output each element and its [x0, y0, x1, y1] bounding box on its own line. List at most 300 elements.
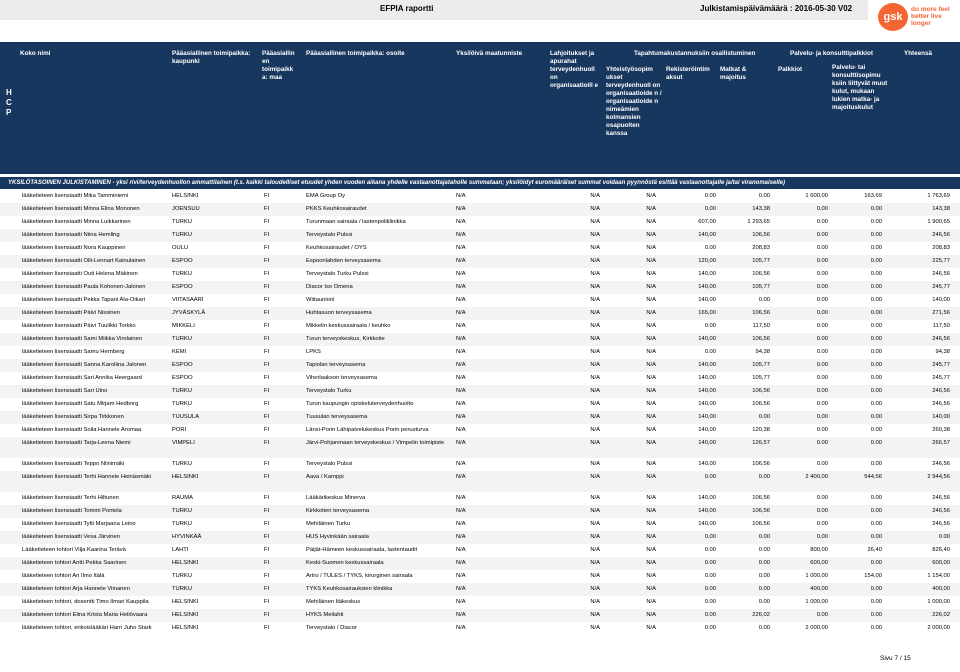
cell-yhteensa: 2 000,00 [927, 625, 950, 631]
header-maa: Pääasiallin en toimipaikk a: maa [262, 50, 295, 81]
cell-nimi: lääketieteen lisensiaatti Paula Kohonen-Jalonen [22, 284, 146, 290]
cell-kons: 0.00 [870, 440, 882, 446]
cell-lahj: N/A [590, 547, 600, 553]
cell-kaupunki: VIMPELI [172, 440, 195, 446]
cell-maa: FI [264, 206, 270, 212]
cell-osoite: Järvi-Pohjanmaan terveyskeskus / Vimpelin toimipiste [306, 440, 445, 446]
cell-nimi: lääketieteen lisensiaatti Satu Mirjam Hedborg [22, 401, 139, 407]
cell-nimi: lääketieteen lisensiaatti Sari Annika Heergaard [22, 375, 142, 381]
cell-nimi: lääketieteen lisensiaatti Tarja-Leena Niemi [22, 440, 131, 446]
table-row [0, 492, 960, 505]
date-band [0, 20, 868, 40]
table-row [0, 583, 960, 596]
header-matkat: Matkat & majoitus [720, 66, 747, 81]
cell-kaupunki: ESPOO [172, 284, 193, 290]
cell-yhteensa: 246,56 [932, 495, 950, 501]
cell-matk: 208,83 [752, 245, 770, 251]
cell-maa: FI [264, 284, 270, 290]
cell-maa: FI [264, 521, 270, 527]
cell-maa: FI [264, 388, 270, 394]
cell-lahj: N/A [590, 474, 600, 480]
cell-kons: 26,40 [867, 547, 882, 553]
cell-maa: FI [264, 271, 270, 277]
cell-palk: 0.00 [816, 375, 828, 381]
cell-kons: 0.00 [870, 271, 882, 277]
cell-rek: 0.00 [704, 323, 716, 329]
header-konsult: Palvelu- tai konsulttisopimu ksiin liittyvät muut kulut, mukaan lukien matka- ja majoituskulut [832, 64, 888, 111]
table-row [0, 622, 960, 643]
header-nimi: Koko nimi [20, 50, 51, 57]
cell-tunniste: N/A [456, 245, 466, 251]
cell-maa: FI [264, 508, 270, 514]
cell-lahj: N/A [590, 625, 600, 631]
cell-nimi: lääketieteen tohtori Elina Krista Maria Heliövaara [22, 612, 148, 618]
cell-palk: 0.00 [816, 401, 828, 407]
cell-kaupunki: TURKU [172, 508, 192, 514]
cell-osoite: Lääkärikeskus Minerva [306, 495, 366, 501]
cell-yht: N/A [646, 349, 656, 355]
table-row [0, 518, 960, 531]
cell-yhteensa: 245,77 [932, 362, 950, 368]
cell-palk: 0.00 [816, 388, 828, 394]
cell-tunniste: N/A [456, 401, 466, 407]
table-row [0, 544, 960, 557]
cell-kaupunki: HELSINKI [172, 625, 199, 631]
cell-kons: 0.00 [870, 258, 882, 264]
cell-palk: 0.00 [816, 362, 828, 368]
cell-kons: 0.00 [870, 599, 882, 605]
cell-kons: 0.00 [870, 323, 882, 329]
cell-tunniste: N/A [456, 414, 466, 420]
header-palkkiot: Palkkiot [778, 66, 803, 73]
report-top-bar [0, 0, 960, 40]
cell-nimi: lääketieteen lisensiaatti Outi Helena Mäkinen [22, 271, 138, 277]
cell-yht: N/A [646, 534, 656, 540]
cell-maa: FI [264, 560, 270, 566]
cell-kons: 0.00 [870, 245, 882, 251]
table-row [0, 505, 960, 518]
cell-nimi: lääketieteen lisensiaatti Sami Miikka Virolainen [22, 336, 143, 342]
cell-maa: FI [264, 193, 270, 199]
cell-kaupunki: JOENSUU [172, 206, 200, 212]
cell-kons: 0.00 [870, 612, 882, 618]
cell-kaupunki: TURKU [172, 461, 192, 467]
cell-maa: FI [264, 336, 270, 342]
table-row [0, 570, 960, 583]
cell-yht: N/A [646, 323, 656, 329]
cell-tunniste: N/A [456, 612, 466, 618]
cell-nimi: lääketieteen lisensiaatti Teppo Niinimäki [22, 461, 125, 467]
cell-yht: N/A [646, 521, 656, 527]
cell-lahj: N/A [590, 508, 600, 514]
cell-kons: 0.00 [870, 495, 882, 501]
cell-maa: FI [264, 534, 270, 540]
cell-yhteensa: 246,56 [932, 521, 950, 527]
cell-kons: 0.00 [870, 362, 882, 368]
cell-osoite: Terveystalo / Diacor [306, 625, 357, 631]
cell-lahj: N/A [590, 573, 600, 579]
cell-rek: 0.00 [704, 599, 716, 605]
cell-yhteensa: 208,83 [932, 245, 950, 251]
cell-tunniste: N/A [456, 284, 466, 290]
cell-palk: 0.00 [816, 495, 828, 501]
cell-maa: FI [264, 612, 270, 618]
table-row [0, 346, 960, 359]
cell-maa: FI [264, 375, 270, 381]
cell-matk: 105,77 [752, 375, 770, 381]
cell-matk: 0.00 [758, 573, 770, 579]
cell-yht: N/A [646, 271, 656, 277]
cell-rek: 140,00 [698, 414, 716, 420]
cell-nimi: lääketieteen tohtori Ari Ilmo Itälä [22, 573, 105, 579]
cell-tunniste: N/A [456, 534, 466, 540]
cell-rek: 140,00 [698, 362, 716, 368]
cell-maa: FI [264, 599, 270, 605]
cell-nimi: lääketieteen lisensiaatti Olli-Lennart Kainulainen [22, 258, 146, 264]
cell-rek: 120,00 [698, 258, 716, 264]
cell-matk: 0.00 [758, 547, 770, 553]
table-row [0, 557, 960, 570]
cell-yht: N/A [646, 625, 656, 631]
cell-tunniste: N/A [456, 232, 466, 238]
gsk-logo [878, 3, 958, 31]
table-row [0, 307, 960, 320]
cell-maa: FI [264, 323, 270, 329]
header-kaupunki: Pääasiallinen toimipaikka: kaupunki [172, 50, 251, 65]
cell-maa: FI [264, 297, 270, 303]
table-row [0, 242, 960, 255]
cell-yht: N/A [646, 336, 656, 342]
cell-kons: 544,56 [864, 474, 882, 480]
cell-kaupunki: HELSINKI [172, 560, 199, 566]
header-osoite: Pääasiallinen toimipaikka: osoite [306, 50, 405, 57]
cell-kaupunki: RAUMA [172, 495, 193, 501]
cell-yht: N/A [646, 258, 656, 264]
cell-rek: 0.00 [704, 193, 716, 199]
cell-lahj: N/A [590, 461, 600, 467]
cell-lahj: N/A [590, 388, 600, 394]
cell-rek: 165,00 [698, 310, 716, 316]
cell-maa: FI [264, 495, 270, 501]
cell-tunniste: N/A [456, 310, 466, 316]
cell-maa: FI [264, 219, 270, 225]
cell-yhteensa: 246,56 [932, 508, 950, 514]
cell-osoite: LPKS [306, 349, 321, 355]
cell-rek: 0.00 [704, 560, 716, 566]
cell-tunniste: N/A [456, 375, 466, 381]
cell-palk: 0.00 [816, 336, 828, 342]
table-row [0, 411, 960, 424]
cell-rek: 140,00 [698, 440, 716, 446]
cell-tunniste: N/A [456, 362, 466, 368]
cell-kaupunki: PORI [172, 427, 187, 433]
cell-matk: 105,77 [752, 362, 770, 368]
cell-tunniste: N/A [456, 461, 466, 467]
cell-yhteensa: 260,38 [932, 427, 950, 433]
cell-kons: 0.00 [870, 375, 882, 381]
cell-osoite: Viherlaakson terveysasema [306, 375, 378, 381]
cell-osoite: Turun terveyskeskus, Kirkkotie [306, 336, 385, 342]
cell-palk: 0.00 [816, 284, 828, 290]
cell-kons: 0.00 [870, 461, 882, 467]
cell-tunniste: N/A [456, 474, 466, 480]
cell-yht: N/A [646, 206, 656, 212]
cell-lahj: N/A [590, 284, 600, 290]
cell-kaupunki: TURKU [172, 586, 192, 592]
cell-kaupunki: HELSINKI [172, 612, 199, 618]
cell-rek: 140,00 [698, 271, 716, 277]
cell-matk: 1 293,65 [747, 219, 770, 225]
cell-yht: N/A [646, 245, 656, 251]
cell-rek: 140,00 [698, 508, 716, 514]
header-yhteensa: Yhteensä [904, 50, 932, 57]
cell-kons: 0.00 [870, 388, 882, 394]
cell-osoite: Länsi-Porin Lähipalvelukeskus Porin perusturva [306, 427, 429, 433]
cell-yhteensa: 826,40 [932, 547, 950, 553]
cell-lahj: N/A [590, 521, 600, 527]
cell-yhteensa: 266,57 [932, 440, 950, 446]
cell-kons: 0.00 [870, 206, 882, 212]
cell-palk: 0.00 [816, 258, 828, 264]
cell-yhteensa: 246,56 [932, 461, 950, 467]
cell-yhteensa: 246,56 [932, 271, 950, 277]
logo-tagline: do more feel better live longer [911, 6, 950, 27]
cell-kaupunki: LAHTI [172, 547, 189, 553]
cell-kaupunki: VIITASAARI [172, 297, 204, 303]
report-title: EFPIA raportti [380, 4, 434, 13]
cell-tunniste: N/A [456, 193, 466, 199]
cell-nimi: lääketieteen lisensiaatti Niina Hemling [22, 232, 120, 238]
cell-matk: 106,56 [752, 310, 770, 316]
cell-osoite: Terveystalo Pulssi [306, 232, 353, 238]
table-row [0, 359, 960, 372]
cell-palk: 0.00 [816, 508, 828, 514]
cell-yht: N/A [646, 232, 656, 238]
cell-palk: 0.00 [816, 414, 828, 420]
cell-palk: 0.00 [816, 461, 828, 467]
cell-matk: 0.00 [758, 297, 770, 303]
cell-maa: FI [264, 547, 270, 553]
cell-matk: 0.00 [758, 560, 770, 566]
cell-yhteensa: 226,02 [932, 612, 950, 618]
cell-kons: 154,00 [864, 573, 882, 579]
cell-yht: N/A [646, 461, 656, 467]
cell-lahj: N/A [590, 271, 600, 277]
cell-osoite: Terveystalo Turku [306, 388, 352, 394]
cell-matk: 0.00 [758, 414, 770, 420]
cell-rek: 0.00 [704, 206, 716, 212]
cell-tunniste: N/A [456, 427, 466, 433]
cell-yht: N/A [646, 310, 656, 316]
cell-kaupunki: TURKU [172, 573, 192, 579]
cell-yht: N/A [646, 440, 656, 446]
cell-osoite: TYKS Keuhkosairauksien klinikka [306, 586, 393, 592]
cell-osoite: Wiitaunioni [306, 297, 335, 303]
cell-yhteensa: 1 763,69 [927, 193, 950, 199]
cell-osoite: EMA Group Oy [306, 193, 345, 199]
cell-osoite: Tuusulan terveysasema [306, 414, 368, 420]
cell-osoite: HUS Hyvinkään sairaala [306, 534, 369, 540]
cell-yhteensa: 117,50 [932, 323, 950, 329]
cell-osoite: HYKS Meilahti [306, 612, 344, 618]
cell-lahj: N/A [590, 310, 600, 316]
cell-matk: 106,56 [752, 336, 770, 342]
cell-lahj: N/A [590, 206, 600, 212]
cell-maa: FI [264, 573, 270, 579]
cell-nimi: lääketieteen lisensiaatti Sirpa Tirkkonen [22, 414, 124, 420]
cell-yhteensa: 1 000,00 [927, 599, 950, 605]
cell-kons: 0.00 [870, 427, 882, 433]
cell-yht: N/A [646, 193, 656, 199]
cell-nimi: lääketieteen tohtori, dosentti Timo Ilmari Kauppila [22, 599, 149, 605]
cell-yhteensa: 246,56 [932, 232, 950, 238]
cell-tunniste: N/A [456, 206, 466, 212]
cell-palk: 0.00 [816, 349, 828, 355]
cell-matk: 94,38 [755, 349, 770, 355]
cell-yhteensa: 400,00 [932, 586, 950, 592]
cell-nimi: Lääketieteen tohtori Vilja Kaarina Terävä [22, 547, 126, 553]
header-rekisterointi: Rekisteröintim aksut [666, 66, 710, 81]
hcp-label: H C P [6, 88, 12, 117]
cell-lahj: N/A [590, 349, 600, 355]
cell-yhteensa: 271,56 [932, 310, 950, 316]
cell-yht: N/A [646, 219, 656, 225]
cell-nimi: lääketieteen lisensiaatti Minna Elina Mononen [22, 206, 140, 212]
cell-rek: 0.00 [704, 349, 716, 355]
cell-palk: 600,00 [810, 560, 828, 566]
cell-yht: N/A [646, 599, 656, 605]
table-row [0, 458, 960, 471]
cell-matk: 0.00 [758, 193, 770, 199]
cell-nimi: lääketieteen lisensiaatti Vesa Järvinen [22, 534, 120, 540]
cell-kaupunki: HELSINKI [172, 474, 199, 480]
cell-matk: 120,38 [752, 427, 770, 433]
cell-yht: N/A [646, 401, 656, 407]
table-row [0, 268, 960, 281]
cell-kons: 0.00 [870, 219, 882, 225]
cell-yht: N/A [646, 362, 656, 368]
cell-rek: 140,00 [698, 495, 716, 501]
cell-nimi: lääketieteen lisensiaatti Terhi Hiltunen [22, 495, 119, 501]
cell-nimi: lääketieteen lisensiaatti Terhi Hannele Heinäsmäki [22, 474, 152, 480]
cell-kons: 0.00 [870, 349, 882, 355]
cell-rek: 0.00 [704, 474, 716, 480]
header-palvelu: Palvelu- ja konsulttipalkkiot [790, 50, 873, 57]
cell-osoite: Espoonlahden terveysasema [306, 258, 381, 264]
cell-nimi: lääketieteen lisensiaatti Soila Hannele Aromaa [22, 427, 142, 433]
cell-kons: 0.00 [870, 534, 882, 540]
cell-maa: FI [264, 461, 270, 467]
cell-palk: 2 000,00 [805, 625, 828, 631]
table-row [0, 229, 960, 242]
cell-kaupunki: TURKU [172, 401, 192, 407]
cell-kaupunki: TURKU [172, 232, 192, 238]
cell-kons: 0.00 [870, 310, 882, 316]
cell-rek: 0.00 [704, 573, 716, 579]
cell-osoite: Keuhkosairaudet / OYS [306, 245, 367, 251]
cell-kons: 0.00 [870, 586, 882, 592]
cell-lahj: N/A [590, 362, 600, 368]
table-row [0, 320, 960, 333]
cell-matk: 226,02 [752, 612, 770, 618]
cell-kaupunki: OULU [172, 245, 189, 251]
cell-yht: N/A [646, 375, 656, 381]
cell-yht: N/A [646, 560, 656, 566]
cell-yhteensa: 225,77 [932, 258, 950, 264]
cell-yht: N/A [646, 508, 656, 514]
cell-kaupunki: HYVINKÄÄ [172, 534, 202, 540]
cell-tunniste: N/A [456, 440, 466, 446]
cell-palk: 0.00 [816, 612, 828, 618]
cell-matk: 126,57 [752, 440, 770, 446]
cell-nimi: lääketieteen lisensiaatti Tytti Marjaana Leino [22, 521, 136, 527]
table-row [0, 372, 960, 385]
table-row [0, 333, 960, 346]
cell-yht: N/A [646, 547, 656, 553]
cell-yhteensa: 140,00 [932, 414, 950, 420]
cell-osoite: Kirkkotien terveysasema [306, 508, 370, 514]
cell-tunniste: N/A [456, 560, 466, 566]
cell-matk: 0.00 [758, 534, 770, 540]
cell-palk: 1 000,00 [805, 599, 828, 605]
cell-tunniste: N/A [456, 547, 466, 553]
header-yhteistyo: Yhteistyösopim ukset terveydenhuoll on organisaatioide n / organisaatioide n nimeämien kolmansien osapuolten kanssa [606, 66, 662, 137]
cell-matk: 105,77 [752, 258, 770, 264]
cell-palk: 0.00 [816, 440, 828, 446]
cell-nimi: lääketieteen lisensiaatti Nora Kauppinen [22, 245, 126, 251]
cell-osoite: Diacor Iso Omena [306, 284, 353, 290]
table-row [0, 596, 960, 609]
cell-kaupunki: ESPOO [172, 362, 193, 368]
cell-palk: 0.00 [816, 271, 828, 277]
table-row [0, 385, 960, 398]
cell-kons: 0.00 [870, 521, 882, 527]
cell-matk: 106,56 [752, 232, 770, 238]
cell-maa: FI [264, 586, 270, 592]
cell-lahj: N/A [590, 612, 600, 618]
table-row [0, 203, 960, 216]
cell-tunniste: N/A [456, 323, 466, 329]
cell-kons: 0.00 [870, 297, 882, 303]
cell-yht: N/A [646, 586, 656, 592]
cell-rek: 0.00 [704, 586, 716, 592]
cell-lahj: N/A [590, 534, 600, 540]
cell-tunniste: N/A [456, 219, 466, 225]
cell-tunniste: N/A [456, 625, 466, 631]
cell-kaupunki: TUUSULA [172, 414, 200, 420]
cell-maa: FI [264, 401, 270, 407]
cell-kons: 0.00 [870, 232, 882, 238]
cell-palk: 0.00 [816, 521, 828, 527]
table-row [0, 471, 960, 492]
cell-palk: 400,00 [810, 586, 828, 592]
cell-nimi: lääketieteen lisensiaatti Tommi Pontela [22, 508, 122, 514]
cell-osoite: Mehiläinen Itäkeskus [306, 599, 361, 605]
cell-osoite: Aava / Kamppi [306, 474, 344, 480]
cell-rek: 140,00 [698, 401, 716, 407]
cell-tunniste: N/A [456, 521, 466, 527]
page-number: Sivu 7 / 15 [880, 655, 911, 662]
table-row [0, 294, 960, 307]
cell-rek: 140,00 [698, 375, 716, 381]
cell-lahj: N/A [590, 336, 600, 342]
cell-kaupunki: ESPOO [172, 375, 193, 381]
cell-rek: 0.00 [704, 612, 716, 618]
cell-yht: N/A [646, 427, 656, 433]
cell-maa: FI [264, 245, 270, 251]
cell-osoite: PKKS Keuhkosairaudet [306, 206, 367, 212]
table-row [0, 609, 960, 622]
